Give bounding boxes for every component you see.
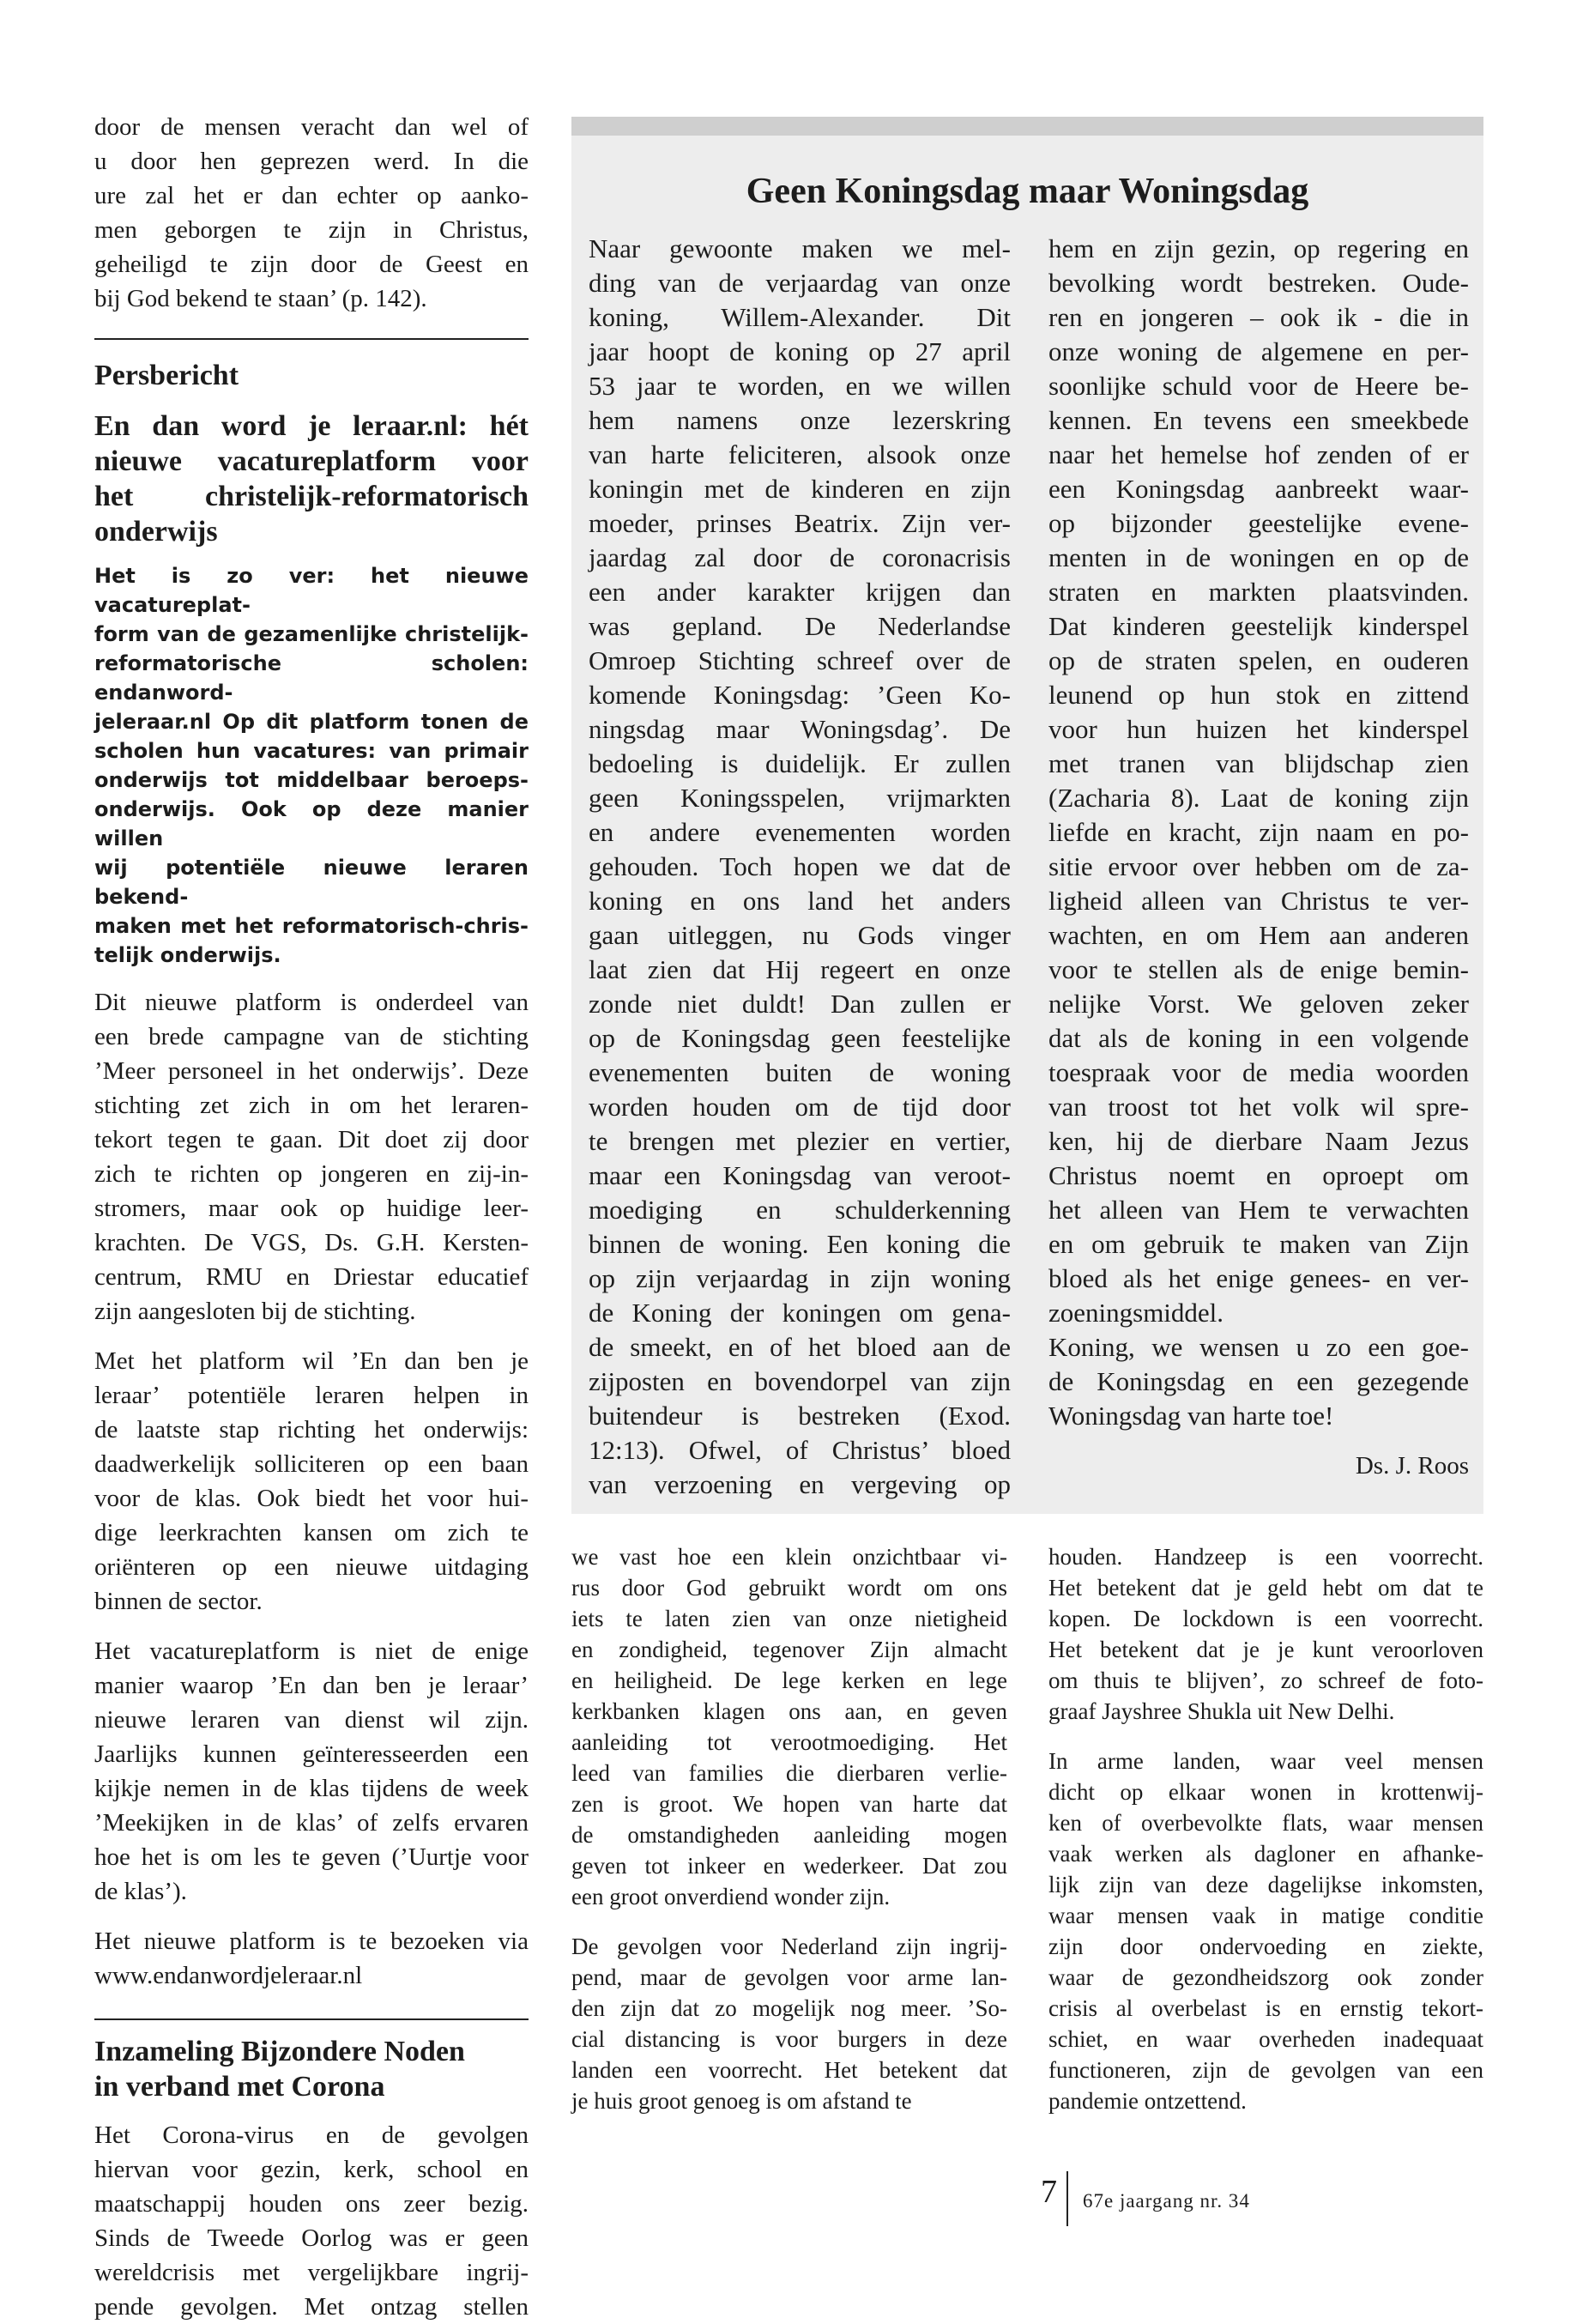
text-line: van harte feliciteren, alsook onze xyxy=(589,439,1011,469)
text-line: op de Koningsdag geen feestelijke xyxy=(589,1023,1011,1053)
text-line: Dat kinderen geestelijk kinderspel xyxy=(1048,611,1469,641)
text-line: nieuwe leraren van dienst wil zijn. xyxy=(94,1706,529,1734)
text-line: lijk zijn van deze dagelijkse inkomsten, xyxy=(1048,1872,1483,1897)
text-line: van verzoening en vergeving op xyxy=(589,1469,1011,1499)
text-line: zoeningsmiddel. xyxy=(1048,1298,1224,1328)
text-line: geven tot inkeer en wederkeer. Dat zou xyxy=(571,1853,1007,1879)
text-line: Het Corona-virus en de gevolgen xyxy=(94,2121,529,2149)
text-line: dicht op elkaar wonen in krottenwij- xyxy=(1048,1779,1483,1805)
text-line: functioneren, zijn de gevolgen van een xyxy=(1048,2057,1483,2083)
text-line: wachten, en om Hem aan anderen xyxy=(1048,920,1469,950)
text-line: koningin met de kinderen en zijn xyxy=(589,474,1011,504)
text-line: form van de gezamenlijke christelijk- xyxy=(94,622,529,646)
text-line: de klas’). xyxy=(94,1878,187,1905)
text-line: ure zal het er dan echter op aanko- xyxy=(94,182,529,209)
paragraph xyxy=(1048,1746,1483,2116)
text-line: u door hen geprezen werd. In die xyxy=(94,148,529,175)
text-line: een groot onverdiend wonder zijn. xyxy=(571,1884,891,1909)
text-line: Omroep Stichting schreef over de xyxy=(589,645,1011,675)
text-line: hem en zijn gezin, op regering en xyxy=(1048,233,1469,263)
text-line: evenementen buiten de woning xyxy=(589,1057,1011,1087)
text-line: en heiligheid. De lege kerken en lege xyxy=(571,1667,1007,1693)
text-line: door de mensen veracht dan wel of xyxy=(94,113,529,141)
title-line: in verband met Corona xyxy=(94,2071,385,2103)
text-line: de smeekt, en of het bloed aan de xyxy=(589,1332,1011,1362)
text-line: toespraak voor de media woorden xyxy=(1048,1057,1469,1087)
text-line: graaf Jayshree Shukla uit New Delhi. xyxy=(1048,1698,1395,1724)
text-line: op zijn verjaardag in zijn woning xyxy=(589,1263,1011,1293)
text-line: moediging en schulderkenning xyxy=(589,1195,1011,1225)
text-line: ningsdag maar Woningsdag’. De xyxy=(589,714,1011,744)
text-line: koning, Willem-Alexander. Dit xyxy=(589,302,1011,332)
text-line: schiet, en waar overheden inadequaat xyxy=(1048,2026,1483,2052)
text-line: een Koningsdag aanbreekt waar- xyxy=(1048,474,1469,504)
text-line: houden. Handzeep is een voorrecht. xyxy=(1048,1544,1483,1570)
text-line: de omstandigheden aanleiding mogen xyxy=(571,1822,1007,1848)
text-line: Het betekent dat je je kunt veroorloven xyxy=(1048,1637,1483,1662)
text-line: voor hun huizen het kinderspel xyxy=(1048,714,1469,744)
text-line: zijn aangesloten bij de stichting. xyxy=(94,1298,416,1325)
text-line: leunend op hun stok en zittend xyxy=(1048,680,1469,710)
text-line: naar het hemelse hof zenden of er xyxy=(1048,439,1469,469)
text-line: straten en markten plaatsvinden. xyxy=(1048,577,1469,607)
text-line: nelijke Vorst. We geloven zeker xyxy=(1048,989,1469,1019)
intro-paragraph xyxy=(94,110,529,316)
text-line: jeleraar.nl Op dit platform tonen de xyxy=(94,710,529,734)
text-line: en andere evenementen worden xyxy=(589,817,1011,847)
text-line: tekort tegen te gaan. Dit doet zij door xyxy=(94,1126,529,1153)
text-line: de Koningsdag en een gezegende xyxy=(1048,1366,1469,1396)
text-line: rus door God gebruikt wordt om ons xyxy=(571,1575,1007,1601)
text-line: de Koning der koningen om gena- xyxy=(589,1298,1011,1328)
text-line: voor de klas. Ook biedt het voor hui- xyxy=(94,1485,529,1512)
text-line: Woningsdag van harte toe! xyxy=(1048,1401,1334,1431)
text-line: hoe het is om les te geven (’Uurtje voor xyxy=(94,1843,529,1871)
text-line: gaan uitleggen, nu Gods vinger xyxy=(589,920,1011,950)
text-line: geen Koningsspelen, vrijmarkten xyxy=(589,783,1011,813)
text-line: het alleen van Hem te verwachten xyxy=(1048,1195,1469,1225)
text-line: en zondigheid, tegenover Zijn almacht xyxy=(571,1637,1007,1662)
text-line: onze woning de algemene en per- xyxy=(1048,336,1469,366)
text-line: ken of overbevolkte flats, waar mensen xyxy=(1048,1810,1483,1836)
page-number: 7 xyxy=(1041,2174,1057,2210)
text-line: dige leerkrachten kansen om zich te xyxy=(94,1519,529,1546)
text-line: aanleiding tot verootmoediging. Het xyxy=(571,1729,1007,1755)
text-line: 12:13). Ofwel, of Christus’ bloed xyxy=(589,1435,1011,1465)
text-line: En dan word je leraar.nl: hét xyxy=(94,410,529,442)
text-line: het christelijk-reformatorisch xyxy=(94,481,529,512)
text-line: koning en ons land het anders xyxy=(589,886,1011,916)
text-line: Christus noemt en oproept om xyxy=(1048,1160,1469,1190)
text-line: ren en jongeren – ook ik - die in xyxy=(1048,302,1469,332)
text-line: worden houden om de tijd door xyxy=(589,1092,1011,1122)
text-line: oriënteren op een nieuwe uitdaging xyxy=(94,1553,529,1581)
text-line: 53 jaar te worden, en we willen xyxy=(589,371,1011,401)
text-line: kennen. En tevens een smeekbede xyxy=(1048,405,1469,435)
text-line: zen is groot. We hopen van harte dat xyxy=(571,1791,1007,1817)
text-line: Jaarlijks kunnen geïnteresseerden een xyxy=(94,1740,529,1768)
text-line: iets te laten zien van onze nietigheid xyxy=(571,1606,1007,1631)
text-line: op de straten spelen, en ouderen xyxy=(1048,645,1469,675)
text-line: maar een Koningsdag van veroot- xyxy=(589,1160,1011,1190)
text-line: stichting zet zich in om het leraren- xyxy=(94,1092,529,1119)
text-line: wereldcrisis met vergelijkbare ingrij- xyxy=(94,2259,529,2286)
text-line: pandemie ontzettend. xyxy=(1048,2088,1247,2114)
text-line: Koning, we wensen u zo een goe- xyxy=(1048,1332,1469,1362)
text-line: ’Meekijken in de klas’ of zelfs ervaren xyxy=(94,1809,529,1837)
text-line: Het betekent dat je geld hebt om dat te xyxy=(1048,1575,1483,1601)
text-line: leraar’ potentiële leraren helpen in xyxy=(94,1382,529,1409)
text-line: bij God bekend te staan’ (p. 142). xyxy=(94,285,427,312)
text-line: De gevolgen voor Nederland zijn ingrij- xyxy=(571,1934,1007,1959)
text-line: moeder, prinses Beatrix. Zijn ver- xyxy=(589,508,1011,538)
text-line: onderwijs. Ook op deze manier willen xyxy=(94,797,529,850)
text-line: hem namens onze lezerskring xyxy=(589,405,1011,435)
text-line: zich te richten op jongeren en zij-in- xyxy=(94,1160,529,1188)
text-line: je huis groot genoeg is om afstand te xyxy=(571,2088,912,2114)
text-line: waar mensen vaak in matige conditie xyxy=(1048,1903,1483,1928)
paragraph xyxy=(571,1541,1007,1912)
text-line: een brede campagne van de stichting xyxy=(94,1023,529,1050)
text-line: bedoeling is duidelijk. Er zullen xyxy=(589,748,1011,778)
footer-divider xyxy=(1066,2171,1068,2226)
text-line: pende gevolgen. Met ontzag stellen xyxy=(94,2293,529,2321)
text-line: maatschappij houden ons zeer bezig. xyxy=(94,2190,529,2218)
text-line: ding van de verjaardag van onze xyxy=(589,268,1011,298)
text-line: om thuis te blijven’, zo schreef de foto- xyxy=(1048,1667,1483,1693)
text-line: ligheid alleen van Christus te ver- xyxy=(1048,886,1469,916)
article-column-2 xyxy=(1048,232,1469,1483)
text-line: Het nieuwe platform is te bezoeken via xyxy=(94,1928,529,1955)
text-line: www.endanwordjeleraar.nl xyxy=(94,1962,363,1989)
text-line: sitie ervoor over hebben om de za- xyxy=(1048,851,1469,881)
text-line: buitendeur is bestreken (Exod. xyxy=(589,1401,1011,1431)
paragraph xyxy=(1048,1541,1483,1727)
paragraph xyxy=(571,1931,1007,2116)
text-line: stromers, maar ook op huidige leer- xyxy=(94,1195,529,1222)
text-line: geheiligd te zijn door de Geest en xyxy=(94,251,529,278)
text-line: van troost tot het volk wil spre- xyxy=(1048,1092,1469,1122)
text-line: Sinds de Tweede Oorlog was er geen xyxy=(94,2224,529,2252)
text-line: kopen. De lockdown is een voorrecht. xyxy=(1048,1606,1483,1631)
text-line: te brengen met plezier en vertier, xyxy=(589,1126,1011,1156)
text-line: voor te stellen als de enige bemin- xyxy=(1048,954,1469,984)
paragraph xyxy=(94,985,529,1328)
text-line: (Zacharia 8). Laat de koning zijn xyxy=(1048,783,1469,813)
text-line: daadwerkelijk solliciteren op een baan xyxy=(94,1450,529,1478)
text-line: wij potentiële nieuwe leraren bekend- xyxy=(94,856,529,909)
text-line: vaak werken als dagloner en afhanke- xyxy=(1048,1841,1483,1867)
text-line: den zijn dat zo mogelijk nog meer. ’So- xyxy=(571,1995,1007,2021)
text-line: jaardag zal door de coronacrisis xyxy=(589,542,1011,572)
text-line: gehouden. Toch hopen we dat de xyxy=(589,851,1011,881)
text-line: dat als de koning in een volgende xyxy=(1048,1023,1469,1053)
text-line: zonde niet duldt! Dan zullen er xyxy=(589,989,1011,1019)
text-line: krachten. De VGS, Ds. G.H. Kersten- xyxy=(94,1229,529,1256)
text-line: leed van families die dierbaren verlie- xyxy=(571,1760,1007,1786)
text-line: en om gebruik te maken van Zijn xyxy=(1048,1229,1469,1259)
text-line: crisis al overbelast is en ernstig tekort- xyxy=(1048,1995,1483,2021)
text-line: ’Meer personeel in het onderwijs’. Deze xyxy=(94,1057,529,1085)
text-line: de laatste stap richting het onderwijs: xyxy=(94,1416,529,1443)
text-line: Het is zo ver: het nieuwe vacatureplat- xyxy=(94,564,529,617)
text-line: pend, maar de gevolgen voor arme lan- xyxy=(571,1964,1007,1990)
section-label-persbericht: Persbericht xyxy=(94,360,239,391)
article-column-1 xyxy=(589,232,1011,1502)
continuation-column-1 xyxy=(571,1541,1007,2116)
text-line: kerkbanken klagen ons aan, en geven xyxy=(571,1698,1007,1724)
issue-label: 67e jaargang nr. 34 xyxy=(1083,2190,1250,2212)
paragraph xyxy=(94,1924,529,1993)
title-line: Inzameling Bijzondere Noden xyxy=(94,2036,465,2067)
text-line: centrum, RMU en Driestar educatief xyxy=(94,1263,529,1291)
text-line: maken met het reformatorisch-chris- xyxy=(94,914,529,938)
text-line: Dit nieuwe platform is onderdeel van xyxy=(94,989,529,1016)
inzameling-title xyxy=(94,2034,529,2104)
inzameling-paragraph xyxy=(94,2118,529,2324)
text-line: menten in de woningen en op de xyxy=(1048,542,1469,572)
text-line: waar de gezondheidszorg ook zonder xyxy=(1048,1964,1483,1990)
persbericht-title xyxy=(94,409,529,549)
text-line: manier waarop ’En dan ben je leraar’ xyxy=(94,1672,529,1699)
text-line: Het vacatureplatform is niet de enige xyxy=(94,1637,529,1665)
text-line: telijk onderwijs. xyxy=(94,943,281,967)
text-line: soonlijke schuld voor de Heere be- xyxy=(1048,371,1469,401)
text-line: bevolking wordt bestreken. Oude- xyxy=(1048,268,1469,298)
section-divider xyxy=(94,2018,529,2020)
text-line: scholen hun vacatures: van primair xyxy=(94,739,529,763)
koningsdag-article-box xyxy=(571,117,1483,1514)
text-line: met tranen van blijdschap zien xyxy=(1048,748,1469,778)
text-line: bloed als het enige genees- en ver- xyxy=(1048,1263,1469,1293)
paragraph xyxy=(94,1634,529,1909)
text-line: cial distancing is voor burgers in deze xyxy=(571,2026,1007,2052)
text-line: hiervan voor gezin, kerk, school en xyxy=(94,2156,529,2183)
text-line: zijposten en bovendorpel van zijn xyxy=(589,1366,1011,1396)
text-line: ken, hij de dierbare Naam Jezus xyxy=(1048,1126,1469,1156)
text-line: zijn door ondervoeding en ziekte, xyxy=(1048,1934,1483,1959)
text-line: onderwijs tot middelbaar beroeps- xyxy=(94,768,529,792)
article-signature: Ds. J. Roos xyxy=(1355,1452,1469,1480)
article-title: Geen Koningsdag maar Woningsdag xyxy=(746,172,1309,211)
persbericht-body xyxy=(94,985,529,1993)
text-line: komende Koningsdag: ’Geen Ko- xyxy=(589,680,1011,710)
text-line: een ander karakter krijgen dan xyxy=(589,577,1011,607)
left-column xyxy=(94,110,529,2324)
text-line: binnen de woning. Een koning die xyxy=(589,1229,1011,1259)
continuation-column-2 xyxy=(1048,1541,1483,2116)
text-line: landen een voorrecht. Het betekent dat xyxy=(571,2057,1007,2083)
text-line: jaar hoopt de koning op 27 april xyxy=(589,336,1011,366)
section-divider xyxy=(94,338,529,340)
text-line: liefde en kracht, zijn naam en po- xyxy=(1048,817,1469,847)
paragraph xyxy=(94,1344,529,1619)
text-line: men geborgen te zijn in Christus, xyxy=(94,216,529,244)
text-line: binnen de sector. xyxy=(94,1588,263,1615)
text-line: In arme landen, waar veel mensen xyxy=(1048,1748,1483,1774)
text-line: we vast hoe een klein onzichtbaar vi- xyxy=(571,1544,1007,1570)
text-line: kijkje nemen in de klas tijdens de week xyxy=(94,1775,529,1802)
text-line: nieuwe vacatureplatform voor xyxy=(94,445,529,477)
text-line: Naar gewoonte maken we mel- xyxy=(589,233,1011,263)
text-line: op bijzonder geestelijke evene- xyxy=(1048,508,1469,538)
text-line: onderwijs xyxy=(94,516,218,548)
text-line: Met het platform wil ’En dan ben je xyxy=(94,1347,529,1375)
text-line: laat zien dat Hij regeert en onze xyxy=(589,954,1011,984)
text-line: reformatorische scholen: endanword- xyxy=(94,651,529,705)
text-line: was gepland. De Nederlandse xyxy=(589,611,1011,641)
persbericht-lead xyxy=(94,561,529,970)
